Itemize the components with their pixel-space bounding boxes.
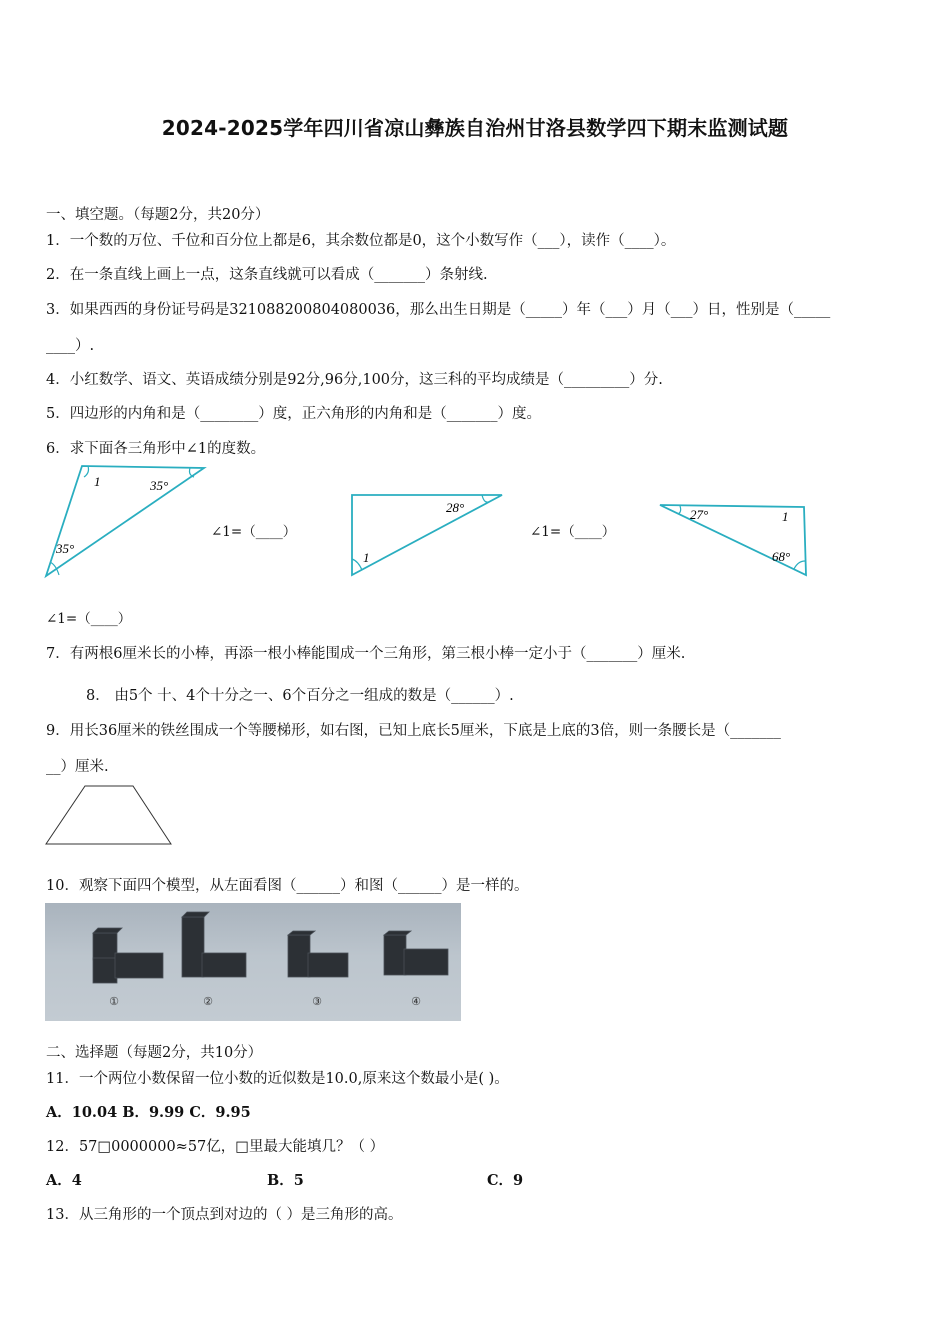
triangle-3-angle-arc [678, 506, 681, 514]
question-6: 6．求下面各三角形中∠1的度数。 [46, 441, 266, 457]
triangle-2-angle-arc [352, 559, 362, 570]
triangle-1-shape [46, 466, 204, 576]
question-2: 2．在一条直线上画上一点，这条直线就可以看成（_______）条射线. [46, 267, 488, 283]
triangle-1-figure [44, 465, 206, 579]
question-11-options: A．10.04 B．9.99 C．9.95 [46, 1104, 251, 1121]
question-4: 4．小红数学、语文、英语成绩分别是92分,96分,100分，这三科的平均成绩是（_________）分. [46, 372, 663, 388]
section2-header: 二、选择题（每题2分，共10分） [46, 1045, 263, 1061]
triangle-1-angle-arc [84, 466, 89, 477]
trapezoid-shape [46, 786, 171, 844]
triangle-1-label-top-right: 35° [150, 478, 169, 493]
question-10: 10．观察下面四个模型，从左面看图（______）和图（______）是一样的。 [46, 878, 529, 894]
triangle-2-answer: ∠1=（____） [530, 524, 616, 540]
cube-models-photo [45, 903, 461, 1021]
question-3-line2: ____）. [46, 338, 95, 354]
cube-model-2 [182, 912, 246, 977]
triangle-3-label-top-left: 27° [690, 507, 709, 522]
triangle-2-angle-arc [482, 495, 488, 502]
triangle-3-label-angle1: 1 [782, 509, 789, 524]
question-9-line2: __）厘米. [46, 759, 109, 775]
cube-models-drawing [45, 903, 461, 1021]
question-12-option-b: B．5 [267, 1172, 304, 1189]
section1-header: 一、填空题。（每题2分，共20分） [46, 207, 270, 223]
triangle-1-label-bottom: 35° [56, 541, 75, 556]
cube-model-3 [288, 931, 348, 977]
triangle-3-answer: ∠1=（____） [46, 611, 132, 627]
question-11: 11．一个两位小数保留一位小数的近似数是10.0,原来这个数最小是( )。 [46, 1071, 509, 1087]
cube-model-1 [93, 928, 163, 983]
question-5: 5．四边形的内角和是（________）度，正六角形的内角和是（_______）度。 [46, 406, 541, 422]
triangle-2-label-top-right: 28° [446, 500, 465, 515]
page-title: 2024-2025学年四川省凉山彝族自治州甘洛县数学四下期末监测试题 [161, 116, 789, 140]
model-label: ③ [312, 995, 322, 1008]
model-label: ④ [411, 995, 421, 1008]
triangle-2-shape [352, 495, 502, 575]
triangle-1-label-angle1: 1 [94, 474, 101, 489]
trapezoid-figure [44, 785, 174, 847]
triangle-2-figure [350, 493, 506, 579]
question-13: 13．从三角形的一个顶点到对边的（ ）是三角形的高。 [46, 1207, 403, 1223]
model-label: ① [109, 995, 119, 1008]
question-12-option-a: A．4 [46, 1172, 82, 1189]
question-7: 7．有两根6厘米长的小棒，再添一根小棒能围成一个三角形，第三根小棒一定小于（_______）厘米. [46, 646, 686, 662]
triangle-2-label-angle1: 1 [363, 550, 370, 565]
triangle-3-angle-arc [794, 561, 805, 569]
question-3-line1: 3．如果西西的身份证号码是321088200804080036，那么出生日期是（_____）年（___）月（___）日，性别是（_____ [46, 302, 831, 318]
triangle-3-figure [658, 503, 810, 579]
cube-model-4 [384, 931, 448, 975]
question-12-option-c: C．9 [487, 1172, 524, 1189]
question-1: 1．一个数的万位、千位和百分位上都是6，其余数位都是0，这个小数写作（___），读作（____）。 [46, 233, 676, 249]
model-label: ② [203, 995, 213, 1008]
question-9-line1: 9．用长36厘米的铁丝围成一个等腰梯形，如右图，已知上底长5厘米，下底是上底的3倍，则一条腰长是（_______ [46, 723, 781, 739]
question-12: 12．57□0000000≈57亿，□里最大能填几？（ ） [46, 1139, 385, 1155]
triangle-3-label-bottom-right: 68° [772, 549, 791, 564]
question-8: 8． 由5个 十、4个十分之一、6个百分之一组成的数是（______）. [86, 688, 514, 704]
triangle-1-answer: ∠1=（____） [211, 524, 297, 540]
